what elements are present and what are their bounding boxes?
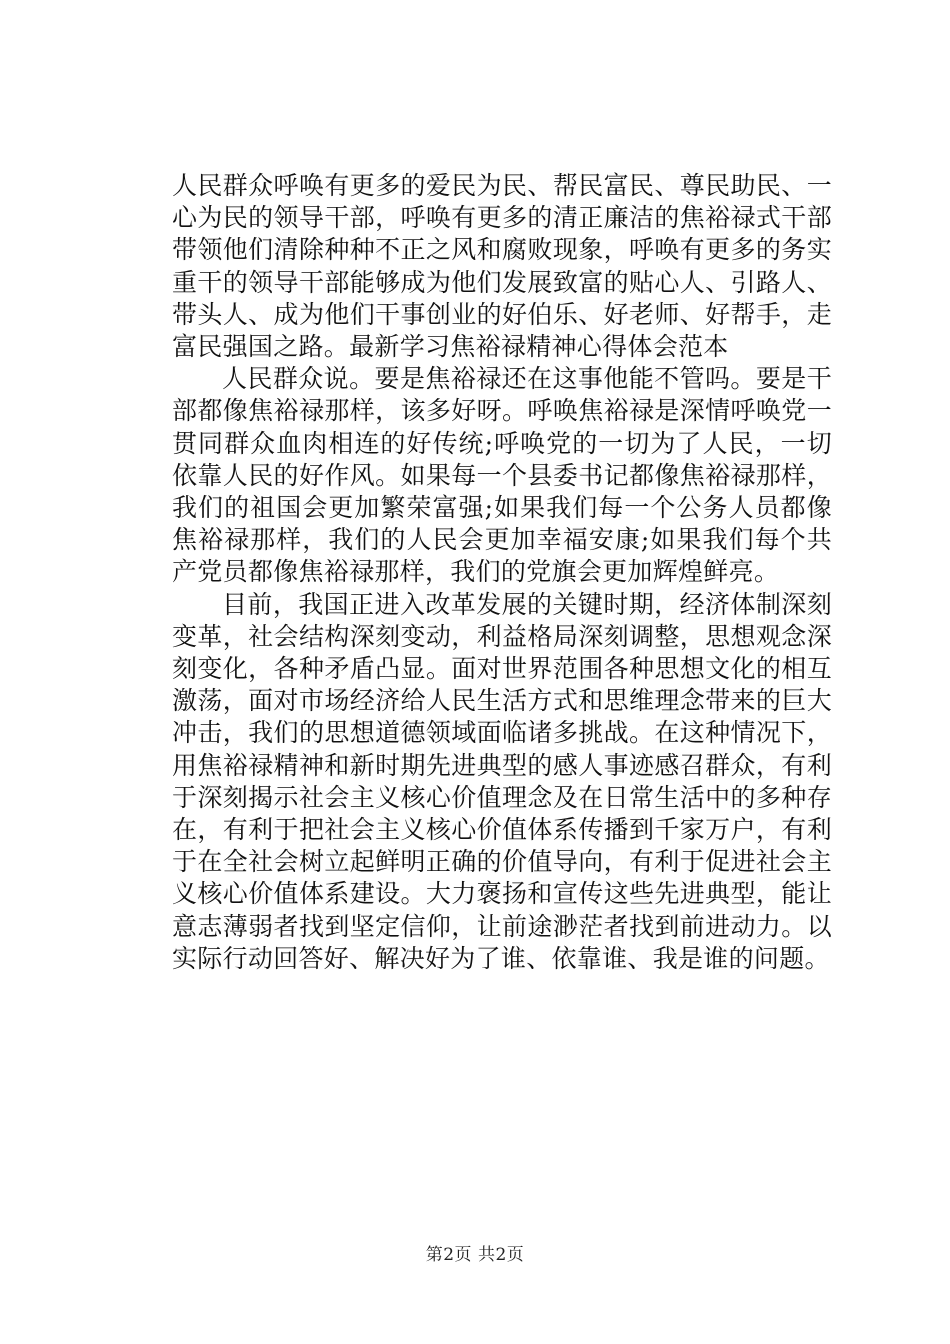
page-footer xyxy=(0,1243,950,1267)
page-number-label: 第2页 共2页 xyxy=(425,1245,525,1265)
paragraph-3: 目前，我国正进入改革发展的关键时期，经济体制深刻变革，社会结构深刻变动，利益格局深刻调整，思想观念深刻变化，各种矛盾凸显。面对世界范围各种思想文化的相互激荡，面对市场经济给人民生活方式和思维理念带来的巨大冲击，我们的思想道德领域面临诸多挑战。在这种情况下，用焦裕禄精神和新时期先进典型的感人事迹感召群众，有利于深刻揭示社会主义核心价值理念及在日常生活中的多种存在，有利于把社会主义核心价值体系传播到千家万户，有利于在全社会树立起鲜明正确的价值导向，有利于促进社会主义核心价值体系建设。大力褒扬和宣传这些先进典型，能让意志薄弱者找到坚定信仰，让前途渺茫者找到前进动力。以实际行动回答好、解决好为了谁、依靠谁、我是谁的问题。 xyxy=(172,589,832,973)
paragraph-2: 人民群众说。要是焦裕禄还在这事他能不管吗。要是干部都像焦裕禄那样，该多好呀。呼唤焦裕禄是深情呼唤党一贯同群众血肉相连的好传统;呼唤党的一切为了人民，一切依靠人民的好作风。如果每一个县委书记都像焦裕禄那样，我们的祖国会更加繁荣富强;如果我们每一个公务人员都像焦裕禄那样，我们的人民会更加幸福安康;如果我们每个共产党员都像焦裕禄那样，我们的党旗会更加辉煌鲜亮。 xyxy=(172,364,832,587)
paragraph-1: 人民群众呼唤有更多的爱民为民、帮民富民、尊民助民、一心为民的领导干部，呼唤有更多的清正廉洁的焦裕禄式干部带领他们清除种种不正之风和腐败现象，呼唤有更多的务实重干的领导干部能够成为他们发展致富的贴心人、引路人、带头人、成为他们干事创业的好伯乐、好老师、好帮手，走富民强国之路。最新学习焦裕禄精神心得体会范本 xyxy=(172,171,832,362)
document-body xyxy=(172,170,832,975)
